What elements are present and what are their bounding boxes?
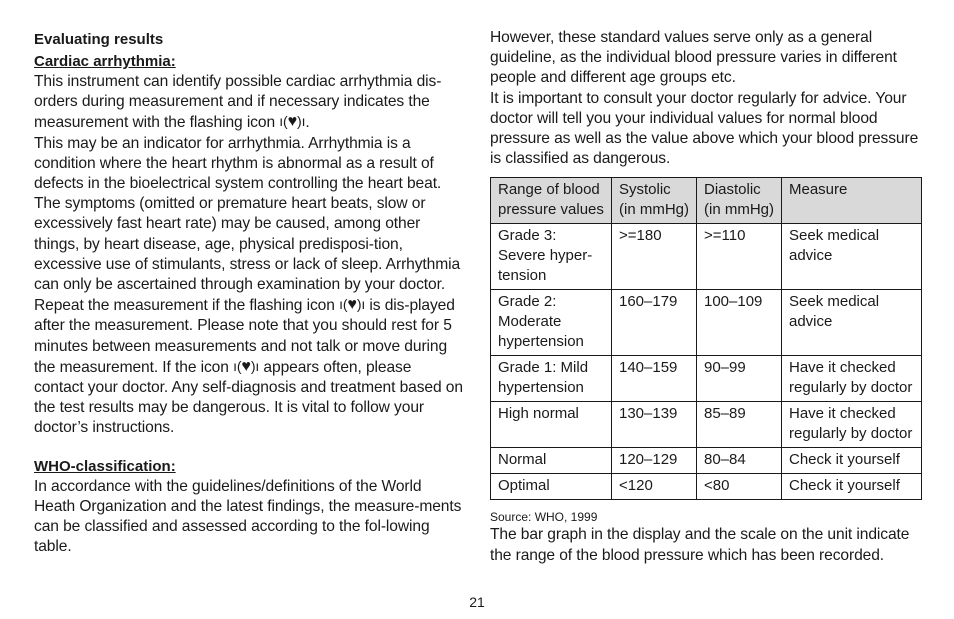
text-run: appears often, please contact your doctor. Any self-diagnosis and treatment based on the test results may be dangerous. It is vital to follow your doctor’s instructions. [34,358,463,437]
page-number: 21 [469,594,485,610]
intro-paragraph-2: It is important to consult your doctor regularly for advice. Your doctor will tell you your individual values for normal blood pressure as well as the value above which your blood pressure is classified as dangerous. [490,89,919,168]
table-cell: 140–159 [612,356,697,402]
table-cell: Optimal [491,474,612,500]
text-run: is dis-played after the measurement. Please note that you should rest for 5 minutes between measurements and not talk or move during the measurement. If the icon [34,297,455,376]
table-cell: Grade 3: Severe hyper-tension [491,224,612,290]
table-cell: <120 [612,474,697,500]
table-row [491,402,922,448]
section-heading-who: WHO-classification: [34,457,176,475]
section-heading-arrhythmia: Cardiac arrhythmia: [34,53,176,70]
table-source: Source: WHO, 1999 [490,510,598,525]
table-row [491,448,922,474]
table-cell: Seek medical advice [782,290,922,356]
table-cell: >=180 [612,224,697,290]
table-cell: Have it checked regularly by doctor [782,356,922,402]
arrhythmia-heart-icon: ı(♥)ı [339,296,366,314]
intro-paragraph-1: However, these standard values serve only as a general guideline, as the individual blood pressure varies in different people and different age groups etc. [490,29,897,87]
arrhythmia-heart-icon: ı(♥)ı [233,357,260,375]
table-cell: 100–109 [697,290,782,356]
table-cell: 80–84 [697,448,782,474]
table-cell: >=110 [697,224,782,290]
header-measure: Measure [782,178,922,224]
table-cell: Grade 1: Mild hypertension [491,356,612,402]
header-systolic: Systolic (in mmHg) [612,178,697,224]
table-cell: Normal [491,448,612,474]
left-column [34,28,464,557]
table-cell: 90–99 [697,356,782,402]
table-row [491,356,922,402]
table-row [491,474,922,500]
header-range: Range of blood pressure values [491,178,612,224]
text-run: . [305,114,310,132]
arrhythmia-heart-icon: ı(♥)ı [279,113,306,131]
section-heading-evaluating: Evaluating results [34,31,164,48]
header-diastolic: Diastolic (in mmHg) [697,178,782,224]
table-header-row [491,178,922,224]
table-cell: 120–129 [612,448,697,474]
table-cell: 130–139 [612,402,697,448]
table-cell: Have it checked regularly by doctor [782,402,922,448]
table-cell: Seek medical advice [782,224,922,290]
closing-paragraph: The bar graph in the display and the scale on the unit indicate the range of the blood pressure which has been recorded. [490,526,910,564]
who-classification-table [490,177,922,500]
table-cell: 85–89 [697,402,782,448]
arrhythmia-paragraph-1 [34,72,464,134]
table-cell: Check it yourself [782,448,922,474]
table-cell: Grade 2: Moderate hypertension [491,290,612,356]
table-cell: High normal [491,402,612,448]
arrhythmia-paragraph-2: This may be an indicator for arrhythmia. Arrhythmia is a condition where the heart rhythm is abnormal as a result of defects in the bioelectrical system controlling the heart beat. The symptoms (omitted or premature heart beats, slow or excessively fast heart rate) may be caused, among other things, by heart disease, age, physical predisposi-tion, excessive use of stimulants, stress or lack of sleep. Arrhythmia can only be ascertained through examination by your doctor. [34,134,461,294]
table-cell: 160–179 [612,290,697,356]
who-paragraph: In accordance with the guidelines/definitions of the World Heath Organization and the latest findings, the measure-ments can be classified and assessed according to the fol-lowing table. [34,477,462,556]
table-cell: Check it yourself [782,474,922,500]
text-run: Repeat the measurement if the flashing icon [34,297,340,315]
text-run: This instrument can identify possible cardiac arrhythmia dis-orders during measurement and if necessary indicates the measurement with the flashing icon [34,73,442,132]
right-column [490,28,922,566]
table-cell: <80 [697,474,782,500]
table-row [491,290,922,356]
arrhythmia-paragraph-3 [34,295,464,438]
table-row [491,224,922,290]
